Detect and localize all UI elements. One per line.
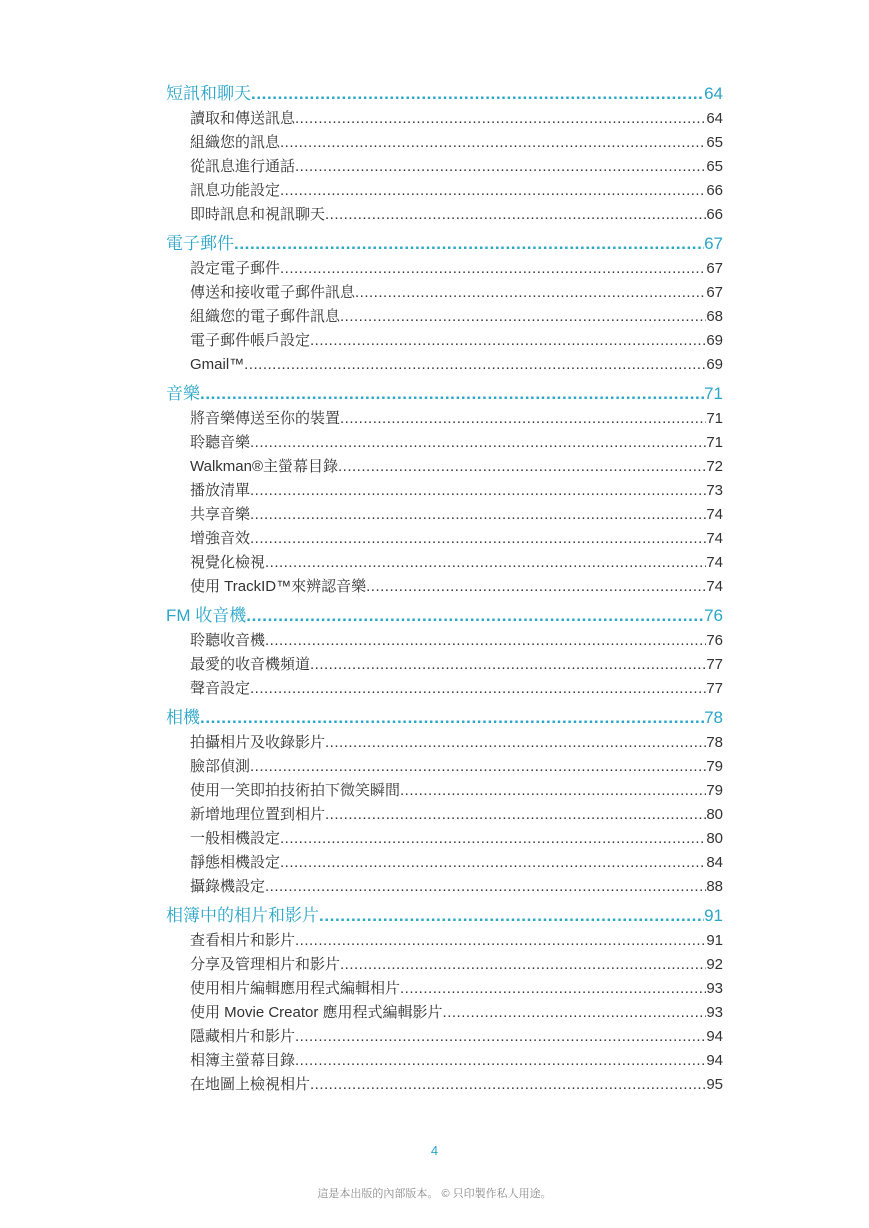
dot-leader [295, 1049, 706, 1073]
toc-entry-page: 74 [706, 578, 723, 595]
toc-entry-page: 80 [706, 830, 723, 847]
toc-entry[interactable] [166, 827, 723, 851]
toc-entry-page: 92 [706, 956, 723, 973]
toc-entry-title: 共享音樂 [190, 506, 251, 523]
toc-chapter-page: 91 [704, 906, 723, 925]
toc-entry-page: 79 [706, 758, 723, 775]
toc-entry[interactable] [166, 1073, 723, 1097]
toc-entry-page: 69 [706, 356, 723, 373]
toc-entry-page: 72 [706, 458, 723, 475]
dot-leader [310, 1073, 706, 1097]
toc-entry-page: 74 [706, 506, 723, 523]
toc-entry-title: 一般相機設定 [190, 830, 281, 847]
toc-entry[interactable] [166, 1025, 723, 1049]
toc-entry[interactable] [166, 131, 723, 155]
dot-leader [250, 527, 706, 551]
dot-leader [443, 1001, 707, 1025]
toc-entry[interactable] [166, 875, 723, 899]
toc-chapter-page: 76 [704, 606, 723, 625]
toc-entry-title: 查看相片和影片 [190, 932, 296, 949]
toc-entry-title: 增強音效 [190, 530, 251, 547]
toc-entry-title: 從訊息進行通話 [190, 158, 296, 175]
toc-chapter-title: 相簿中的相片和影片 [166, 906, 319, 925]
toc-entry-title: 分享及管理相片和影片 [190, 956, 341, 973]
toc-entry-page: 77 [706, 656, 723, 673]
toc-entry[interactable] [166, 455, 723, 479]
toc-entry-page: 95 [706, 1076, 723, 1093]
toc-entry-page: 76 [706, 632, 723, 649]
toc-entry-title: 傳送和接收電子郵件訊息 [190, 284, 356, 301]
toc-entry-title: 使用一笑即拍技術拍下微笑瞬間 [190, 782, 401, 799]
toc-entry-title: 在地圖上檢視相片 [190, 1076, 311, 1093]
toc-chapter-entry[interactable] [166, 903, 723, 929]
toc-entry-page: 65 [706, 134, 723, 151]
dot-leader [325, 203, 706, 227]
toc-entry[interactable] [166, 551, 723, 575]
toc-chapter-page: 64 [704, 84, 723, 103]
toc-entry-page: 78 [706, 734, 723, 751]
toc-section [166, 231, 723, 377]
toc-entry-page: 69 [706, 332, 723, 349]
toc-entry-title: 相簿主螢幕目錄 [190, 1052, 296, 1069]
dot-leader [250, 479, 706, 503]
toc-entry-title: 攝錄機設定 [190, 878, 266, 895]
toc-chapter-title: 短訊和聊天 [166, 84, 251, 103]
toc-entry[interactable] [166, 731, 723, 755]
dot-leader [340, 407, 706, 431]
toc-entry-page: 94 [706, 1052, 723, 1069]
toc-entry-page: 79 [706, 782, 723, 799]
dot-leader [280, 257, 706, 281]
dot-leader [340, 305, 706, 329]
toc-entry-title: 臉部偵測 [190, 758, 251, 775]
toc-entry-page: 91 [706, 932, 723, 949]
toc-entry-title: 聲音設定 [190, 680, 251, 697]
dot-leader [244, 353, 706, 377]
toc-chapter-title: 相機 [166, 708, 200, 727]
toc-entry[interactable] [166, 527, 723, 551]
toc-entry-title: 將音樂傳送至你的裝置 [190, 410, 341, 427]
toc-entry-page: 67 [706, 284, 723, 301]
toc-entry-page: 93 [706, 980, 723, 997]
toc-entry-title: 設定電子郵件 [190, 260, 281, 277]
toc-entry-title: Gmail™ [190, 356, 245, 373]
toc-entry[interactable] [166, 257, 723, 281]
toc-entry[interactable] [166, 1001, 723, 1025]
toc-entry-title: 靜態相機設定 [190, 854, 281, 871]
dot-leader [295, 107, 706, 131]
dot-leader [295, 155, 706, 179]
toc-section [166, 705, 723, 899]
dot-leader [319, 903, 704, 929]
toc-entry-title: 新增地理位置到相片 [190, 806, 326, 823]
dot-leader [251, 81, 704, 107]
toc-chapter-title: FM 收音機 [166, 606, 247, 625]
dot-leader [200, 705, 704, 731]
toc-entry-page: 88 [706, 878, 723, 895]
toc-entry[interactable] [166, 953, 723, 977]
dot-leader [295, 929, 706, 953]
toc-entry-title: 即時訊息和視訊聊天 [190, 206, 326, 223]
toc-entry[interactable] [166, 575, 723, 599]
toc-entry-title: 視覺化檢視 [190, 554, 266, 571]
dot-leader [400, 779, 706, 803]
dot-leader [325, 731, 706, 755]
toc-entry-title: 電子郵件帳戶設定 [190, 332, 311, 349]
toc-entry-page: 73 [706, 482, 723, 499]
dot-leader [310, 653, 706, 677]
toc-entry-title: 讀取和傳送訊息 [190, 110, 296, 127]
dot-leader [250, 677, 706, 701]
dot-leader [250, 431, 706, 455]
toc-entry-title: 組織您的訊息 [190, 134, 281, 151]
dot-leader [246, 603, 704, 629]
toc-entry[interactable] [166, 107, 723, 131]
dot-leader [200, 381, 704, 407]
toc-chapter-entry[interactable] [166, 603, 723, 629]
toc-entry[interactable] [166, 179, 723, 203]
toc-chapter-page: 67 [704, 234, 723, 253]
toc-entry-page: 71 [706, 434, 723, 451]
dot-leader [400, 977, 706, 1001]
toc-entry[interactable] [166, 155, 723, 179]
dot-leader [234, 231, 704, 257]
toc-entry-page: 71 [706, 410, 723, 427]
toc-chapter-page: 78 [704, 708, 723, 727]
dot-leader [265, 629, 706, 653]
toc-section [166, 603, 723, 701]
toc-entry-page: 84 [706, 854, 723, 871]
toc-entry-page: 66 [706, 206, 723, 223]
dot-leader [280, 827, 706, 851]
toc-entry-page: 93 [706, 1004, 723, 1021]
toc-entry-title: 使用 Movie Creator 應用程式編輯影片 [190, 1004, 443, 1021]
dot-leader [295, 1025, 706, 1049]
toc-entry[interactable] [166, 653, 723, 677]
toc-entry[interactable] [166, 305, 723, 329]
toc-chapter-title: 電子郵件 [166, 234, 234, 253]
toc-entry-title: 使用 TrackID™來辨認音樂 [190, 578, 367, 595]
toc-entry-title: 最愛的收音機頻道 [190, 656, 311, 673]
dot-leader [280, 851, 706, 875]
toc-entry[interactable] [166, 353, 723, 377]
toc-entry-page: 67 [706, 260, 723, 277]
footer-note: 這是本出版的內部版本。 © 只印製作私人用途。 [317, 1188, 552, 1200]
toc-section [166, 381, 723, 599]
toc-entry-page: 68 [706, 308, 723, 325]
dot-leader [340, 953, 706, 977]
toc-entry-title: 組織您的電子郵件訊息 [190, 308, 341, 325]
page-number: 4 [430, 1143, 439, 1158]
toc-entry-page: 65 [706, 158, 723, 175]
toc-entry-page: 94 [706, 1028, 723, 1045]
toc-entry[interactable] [166, 929, 723, 953]
dot-leader [265, 551, 706, 575]
toc-chapter-entry[interactable] [166, 231, 723, 257]
toc-chapter-entry[interactable] [166, 381, 723, 407]
dot-leader [355, 281, 706, 305]
toc-entry-page: 64 [706, 110, 723, 127]
dot-leader [310, 329, 706, 353]
toc-entry[interactable] [166, 755, 723, 779]
toc-entry-title: 播放清單 [190, 482, 251, 499]
toc-entry-title: 訊息功能設定 [190, 182, 281, 199]
dot-leader [338, 455, 706, 479]
toc-entry[interactable] [166, 281, 723, 305]
toc-section [166, 81, 723, 227]
toc-entry-page: 80 [706, 806, 723, 823]
dot-leader [250, 755, 706, 779]
toc-entry[interactable] [166, 407, 723, 431]
toc-entry-page: 74 [706, 554, 723, 571]
toc-entry-title: 使用相片編輯應用程式編輯相片 [190, 980, 401, 997]
toc-entry-page: 77 [706, 680, 723, 697]
dot-leader [280, 131, 706, 155]
table-of-contents [166, 81, 723, 1101]
toc-chapter-entry[interactable] [166, 81, 723, 107]
toc-entry-title: 聆聽音樂 [190, 434, 251, 451]
toc-entry-page: 74 [706, 530, 723, 547]
toc-entry-title: 隱藏相片和影片 [190, 1028, 296, 1045]
toc-entry[interactable] [166, 629, 723, 653]
toc-entry[interactable] [166, 203, 723, 227]
toc-entry[interactable] [166, 503, 723, 527]
toc-section [166, 903, 723, 1097]
toc-entry-title: Walkman®主螢幕目錄 [190, 458, 339, 475]
toc-entry[interactable] [166, 1049, 723, 1073]
toc-entry[interactable] [166, 431, 723, 455]
dot-leader [366, 575, 706, 599]
toc-entry[interactable] [166, 851, 723, 875]
dot-leader [265, 875, 706, 899]
dot-leader [325, 803, 706, 827]
dot-leader [250, 503, 706, 527]
toc-entry-page: 66 [706, 182, 723, 199]
dot-leader [280, 179, 706, 203]
toc-entry[interactable] [166, 803, 723, 827]
toc-chapter-entry[interactable] [166, 705, 723, 731]
toc-entry[interactable] [166, 977, 723, 1001]
toc-chapter-title: 音樂 [166, 384, 200, 403]
toc-entry[interactable] [166, 479, 723, 503]
toc-entry[interactable] [166, 779, 723, 803]
toc-entry-title: 聆聽收音機 [190, 632, 266, 649]
toc-entry[interactable] [166, 677, 723, 701]
toc-entry-title: 拍攝相片及收錄影片 [190, 734, 326, 751]
toc-chapter-page: 71 [704, 384, 723, 403]
toc-entry[interactable] [166, 329, 723, 353]
